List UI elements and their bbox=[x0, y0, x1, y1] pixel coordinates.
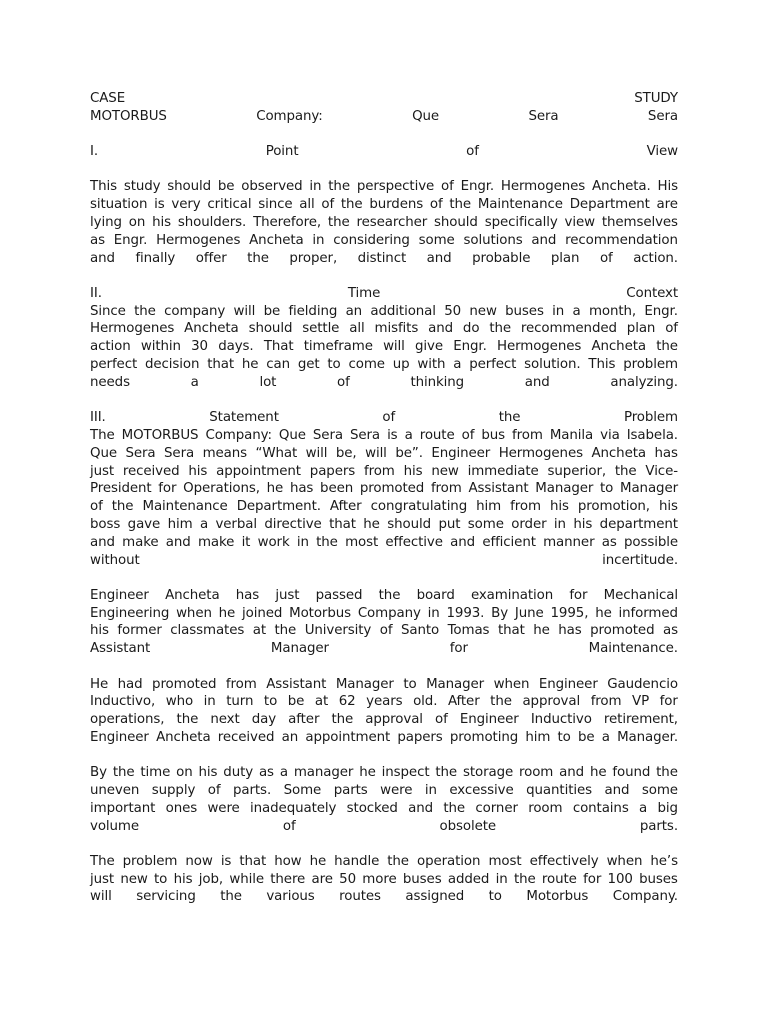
paragraph-storage bbox=[90, 764, 678, 835]
text-line: without incertitude. bbox=[90, 552, 678, 568]
text-line: operations, the next day after the approval of Engineer Inductivo retirement, bbox=[90, 712, 678, 728]
heading-word: II. bbox=[90, 285, 102, 301]
text-line: Assistant Manager for Maintenance. bbox=[90, 641, 678, 657]
text-line: will servicing the various routes assigned to Motorbus Company. bbox=[90, 889, 678, 905]
text-line: The MOTORBUS Company: Que Sera Sera is a route of bus from Manila via Isabela. bbox=[90, 427, 678, 443]
section-2-body bbox=[90, 303, 678, 392]
section-1-body bbox=[90, 178, 678, 267]
section-heading bbox=[90, 143, 678, 161]
heading-word: of bbox=[382, 410, 396, 426]
section-1-heading bbox=[90, 143, 678, 161]
text-line: and finally offer the proper, distinct and probable plan of action. bbox=[90, 250, 678, 266]
text-line: and make and make it work in the most effective and efficient manner as possible bbox=[90, 534, 678, 550]
text-line: Engineer Ancheta has just passed the board examination for Mechanical bbox=[90, 587, 678, 603]
text-line: Engineering when he joined Motorbus Company in 1993. By June 1995, he informed bbox=[90, 605, 678, 621]
text-line: Since the company will be fielding an additional 50 new buses in a month, Engr. bbox=[90, 303, 678, 319]
heading-word: I. bbox=[90, 144, 99, 160]
text-line: Inductivo, who in turn to be at 62 years old. After the approval from VP for bbox=[90, 694, 678, 710]
section-heading bbox=[90, 409, 678, 427]
text-line: volume of obsolete parts. bbox=[90, 818, 678, 834]
text-line: situation is very critical since all of the burdens of the Maintenance Department are bbox=[90, 197, 678, 213]
section-heading bbox=[90, 285, 678, 303]
heading-word: Company: bbox=[256, 108, 323, 124]
text-line: uneven supply of parts. Some parts were in excessive quantities and some bbox=[90, 783, 678, 798]
text-line: important ones were inadequately stocked and the corner room contains a big bbox=[90, 800, 678, 816]
heading-word: Context bbox=[626, 285, 678, 301]
text-line: just new to his job, while there are 50 more buses added in the route for 100 buses bbox=[90, 871, 678, 887]
text-line: Engineer Ancheta received an appointment papers promoting him to be a Manager. bbox=[90, 729, 678, 745]
section-3 bbox=[90, 409, 678, 569]
heading-word: Sera bbox=[647, 108, 678, 124]
text-line: President for Operations, he has been promoted from Assistant Manager to Manager bbox=[90, 481, 678, 497]
heading-word: Statement bbox=[209, 410, 279, 426]
text-line: of the Maintenance Department. After congratulating him from his promotion, his bbox=[90, 499, 678, 515]
heading-word: MOTORBUS bbox=[90, 108, 167, 124]
text-line: Hermogenes Ancheta should settle all misfits and do the recommended plan of bbox=[90, 321, 678, 337]
text-line: as Engr. Hermogenes Ancheta in considering some solutions and recommendation bbox=[90, 232, 678, 248]
heading-word: the bbox=[498, 410, 521, 426]
paragraph-problem bbox=[90, 853, 678, 906]
heading-word: of bbox=[466, 144, 479, 160]
heading-word: Sera bbox=[528, 108, 559, 124]
document-page bbox=[90, 90, 678, 924]
heading-word: III. bbox=[90, 410, 106, 426]
heading-word: View bbox=[646, 144, 678, 160]
text-line: perfect decision that he can get to come up with a perfect solution. This problem bbox=[90, 357, 678, 373]
heading-word: Point bbox=[265, 144, 299, 160]
title-line-1 bbox=[90, 90, 678, 108]
text-line: By the time on his duty as a manager he inspect the storage room and he found the bbox=[90, 765, 678, 781]
paragraph-background bbox=[90, 587, 678, 658]
title-study-word: STUDY bbox=[634, 91, 678, 106]
text-line: Que Sera Sera means “What will be, will be”. Engineer Hermogenes Ancheta has bbox=[90, 445, 678, 461]
paragraph-promotion bbox=[90, 676, 678, 747]
heading-word: Problem bbox=[623, 410, 678, 426]
section-2 bbox=[90, 285, 678, 392]
heading-word: Que bbox=[412, 108, 440, 124]
section-3-body bbox=[90, 427, 678, 569]
heading-word: Time bbox=[347, 285, 381, 301]
text-line: needs a lot of thinking and analyzing. bbox=[90, 374, 678, 390]
text-line: his former classmates at the University of Santo Tomas that he has promoted as bbox=[90, 623, 678, 639]
title-case-word: CASE bbox=[90, 91, 126, 106]
title-block bbox=[90, 90, 678, 126]
text-line: action within 30 days. That timeframe will give Engr. Hermogenes Ancheta the bbox=[90, 339, 678, 355]
text-line: lying on his shoulders. Therefore, the researcher should specifically view themselves bbox=[90, 214, 678, 230]
text-line: The problem now is that how he handle the operation most effectively when he’s bbox=[90, 853, 678, 869]
text-line: This study should be observed in the perspective of Engr. Hermogenes Ancheta. His bbox=[90, 179, 678, 195]
text-line: just received his appointment papers from his new immediate superior, the Vice- bbox=[90, 463, 678, 479]
text-line: He had promoted from Assistant Manager to Manager when Engineer Gaudencio bbox=[90, 676, 678, 692]
text-line: boss gave him a verbal directive that he should put some order in his department bbox=[90, 516, 678, 532]
title-line-2 bbox=[90, 108, 678, 126]
